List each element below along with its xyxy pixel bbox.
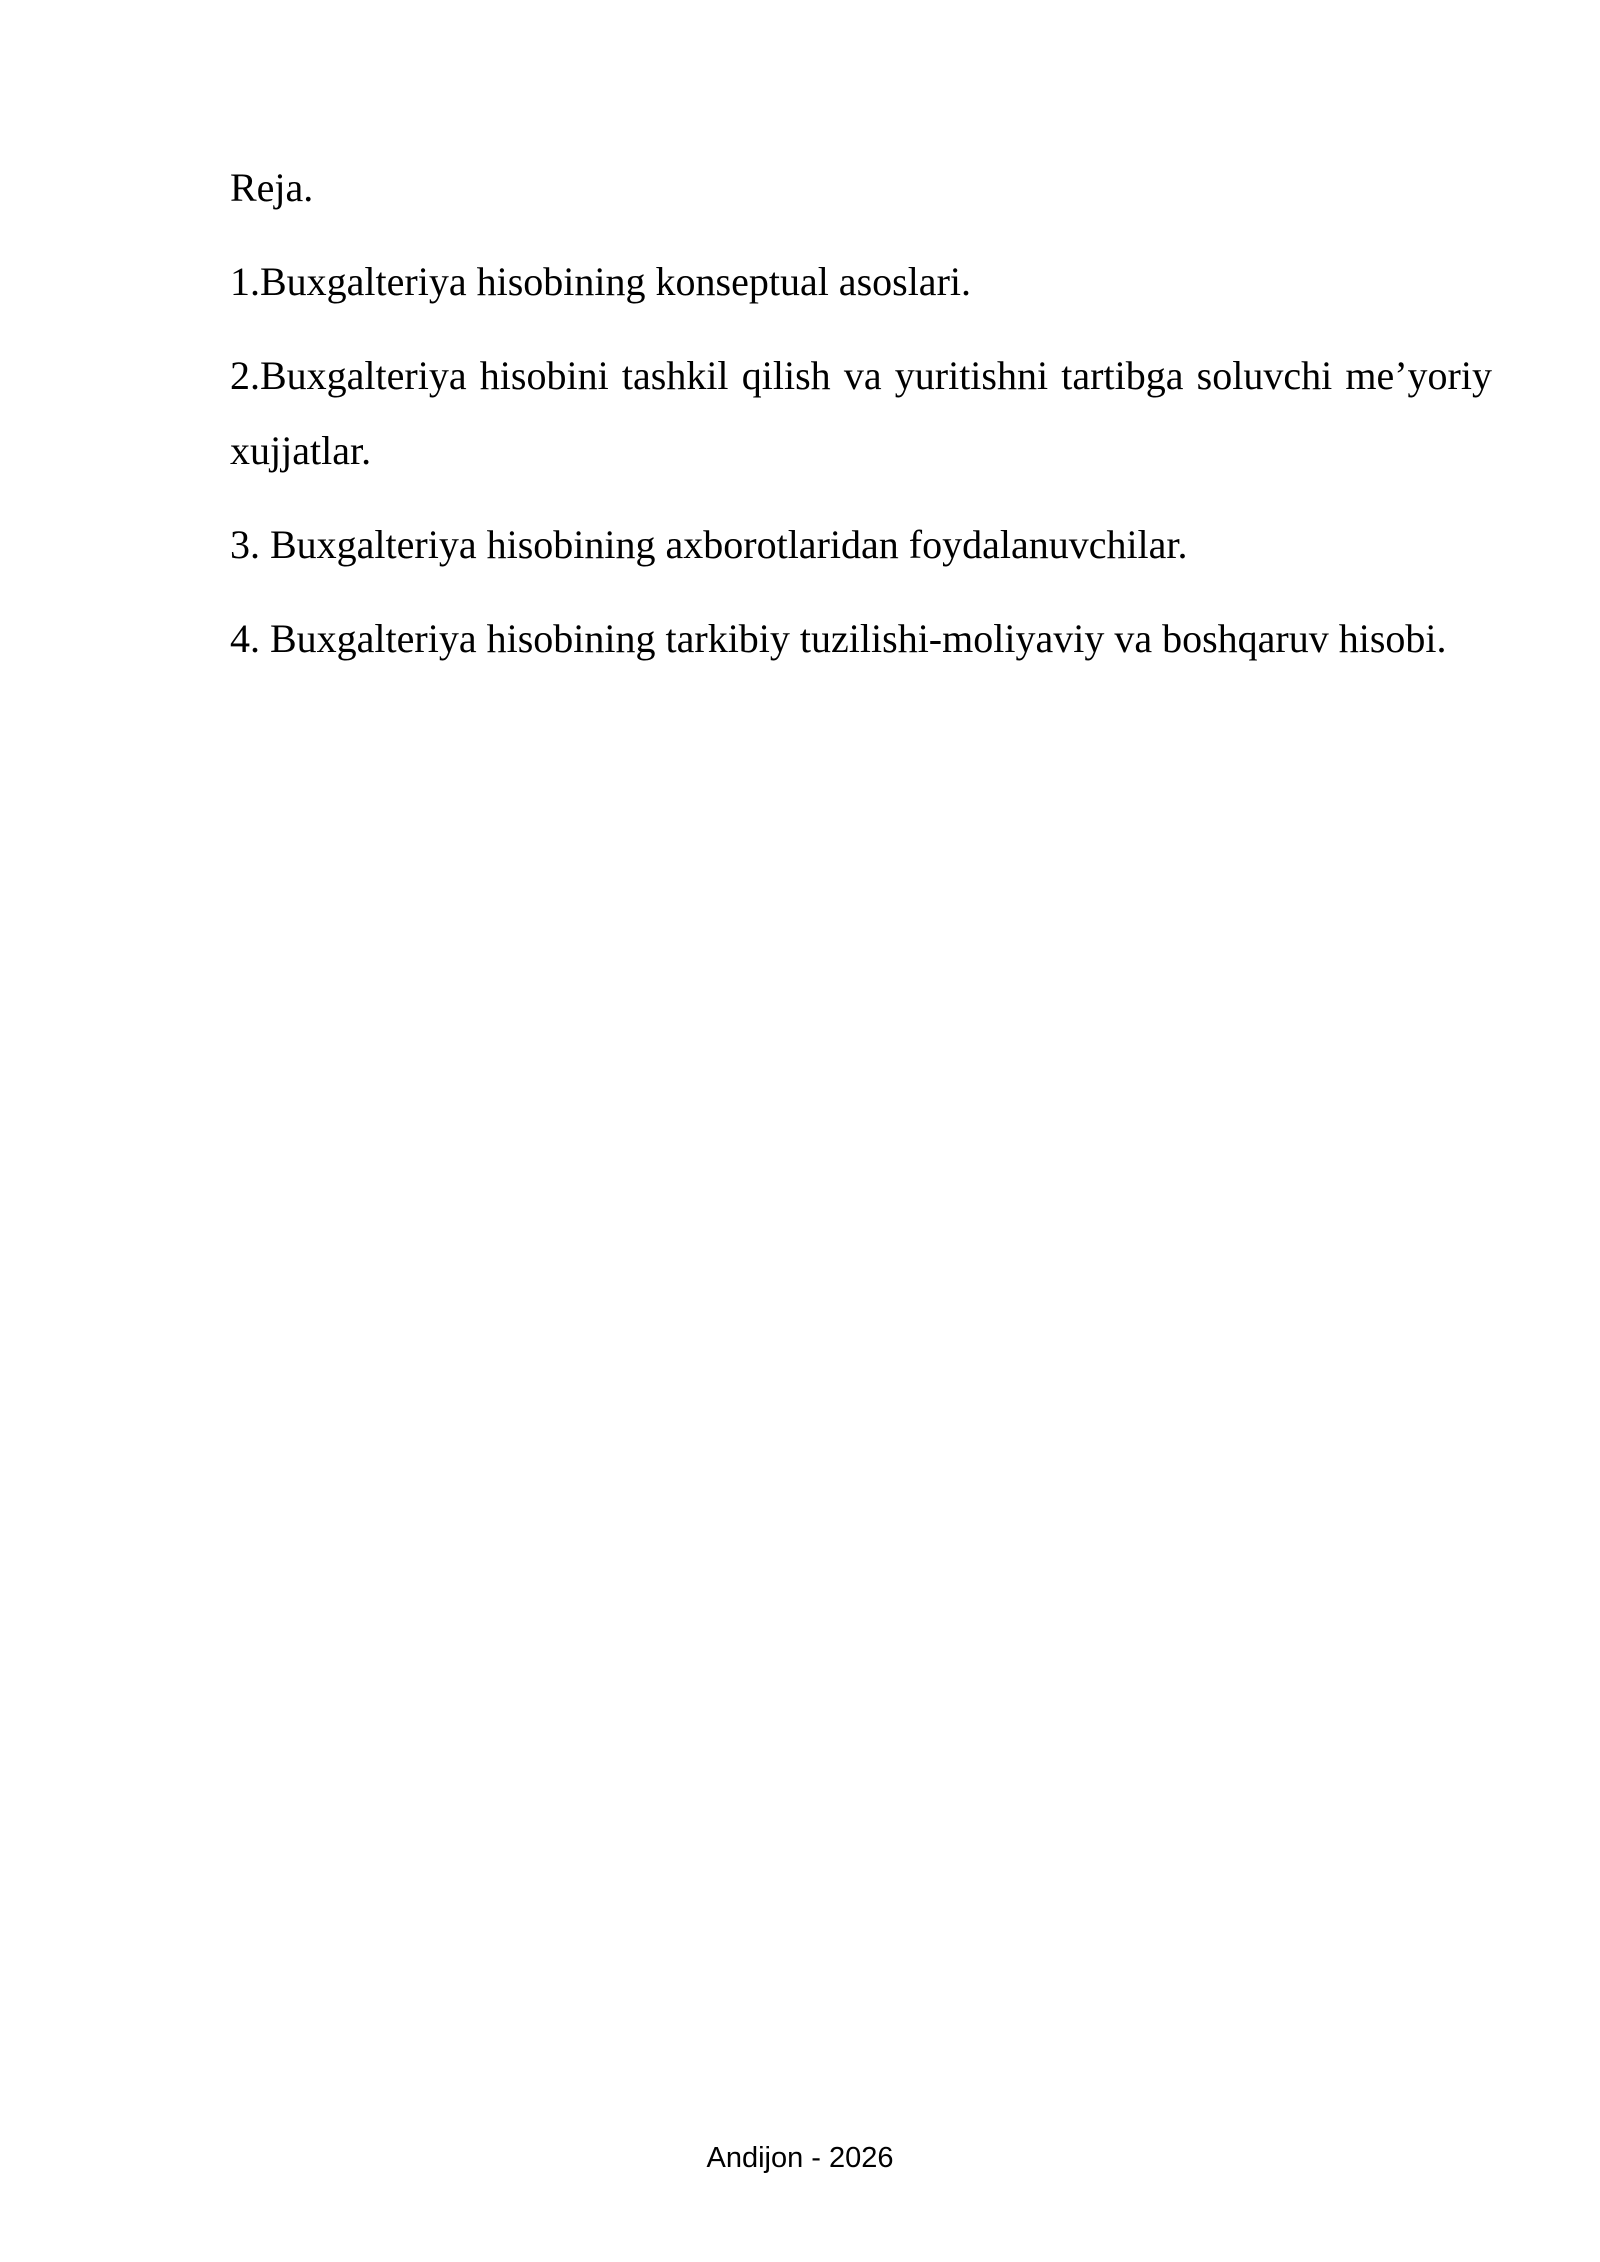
plan-item-4: 4. Buxgalteriya hisobining tarkibiy tuzilishi-moliyaviy va boshqaruv hisobi.	[230, 616, 1447, 661]
document-body	[230, 150, 1492, 695]
plan-item-1: 1.Buxgalteriya hisobining konseptual asoslari.	[230, 259, 971, 304]
plan-item-2: 2.Buxgalteriya hisobini tashkil qilish va yuritishni tartibga soluvchi me’yoriy xujjatlar.	[230, 353, 1492, 473]
document-heading: Reja.	[230, 165, 314, 210]
plan-item-3: 3. Buxgalteriya hisobining axborotlaridan foydalanuvchilar.	[230, 522, 1188, 567]
page-footer: Andijon - 2026	[706, 2142, 894, 2174]
